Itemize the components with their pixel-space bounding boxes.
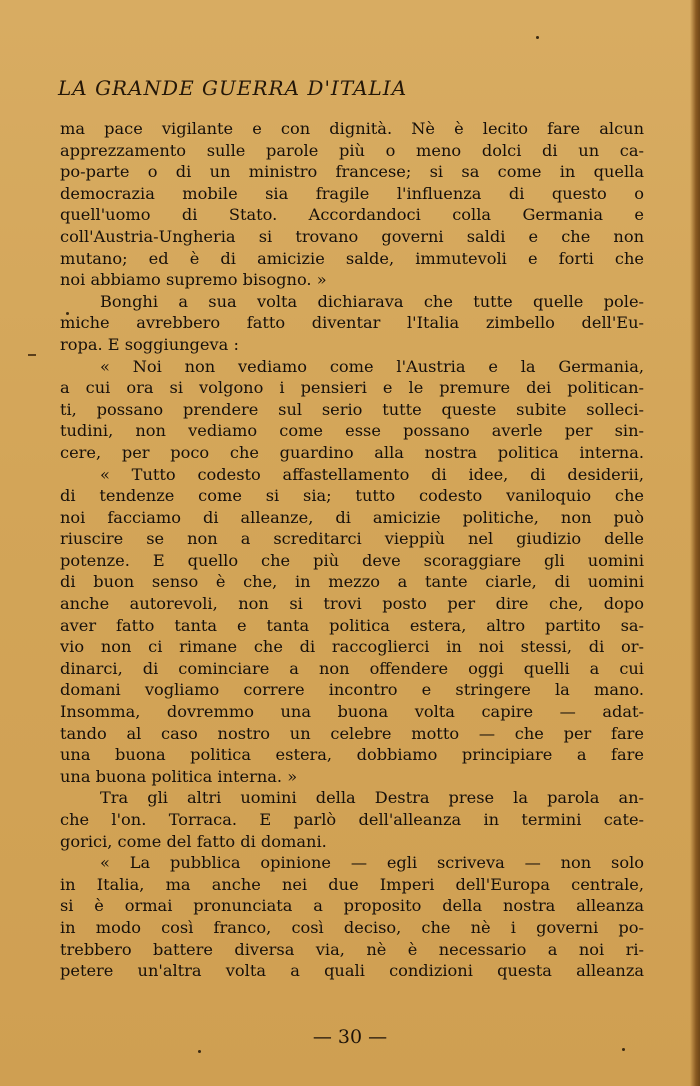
text-line: coll'Austria-Ungheria si trovano governi saldi e che non	[60, 226, 644, 246]
text-line: trebbero battere diversa via, nè è necessario a noi ri-	[60, 939, 644, 959]
text-line: petere un'altra volta a quali condizioni questa alleanza	[60, 961, 644, 981]
text-line: Insomma, dovremmo una buona volta capire — adat-	[60, 702, 644, 722]
text-line: po-parte o di un ministro francese; si sa come in quella	[60, 162, 644, 182]
text-line: gorici, come del fatto di domani.	[60, 831, 327, 851]
text-line: democrazia mobile sia fragile l'influenza di questo o	[60, 183, 644, 203]
text-line: potenze. E quello che più deve scoraggiare gli uomini	[60, 550, 644, 570]
text-line: cere, per poco che guardino alla nostra politica interna.	[60, 442, 644, 462]
text-line: una buona politica interna. »	[60, 766, 298, 786]
page-number: — 30 —	[312, 1026, 388, 1048]
text-line: noi abbiamo supremo bisogno. »	[60, 270, 327, 290]
text-line: una buona politica estera, dobbiamo principiare a fare	[60, 745, 644, 765]
running-head: LA GRANDE GUERRA D'ITALIA	[58, 76, 408, 100]
text-line: mutano; ed è di amicizie salde, immutevoli e forti che	[60, 248, 644, 268]
text-line: miche avrebbero fatto diventar l'Italia zimbello dell'Eu-	[60, 313, 644, 333]
text-line: ma pace vigilante e con dignità. Nè è lecito fare alcun	[60, 119, 644, 138]
text-line: tando al caso nostro un celebre motto — che per fare	[60, 723, 644, 743]
text-line: dinarci, di cominciare a non offendere oggi quelli a cui	[60, 658, 644, 678]
text-line: ropa. E soggiungeva :	[60, 334, 239, 354]
body-text	[60, 118, 644, 982]
text-line: Bonghi a sua volta dichiarava che tutte quelle pole-	[100, 291, 644, 311]
text-line: « Tutto codesto affastellamento di idee, di desiderii,	[100, 464, 644, 484]
text-line: in Italia, ma anche nei due Imperi dell'Europa centrale,	[60, 874, 644, 894]
text-line: di tendenze come si sia; tutto codesto vaniloquio che	[60, 486, 644, 506]
text-line: « La pubblica opinione — egli scriveva — non solo	[100, 853, 644, 873]
text-line: vio non ci rimane che di raccoglierci in noi stessi, di or-	[60, 637, 644, 657]
margin-mark	[28, 354, 36, 356]
text-line: noi facciamo di alleanze, di amicizie politiche, non può	[60, 507, 644, 527]
text-line: quell'uomo di Stato. Accordandoci colla Germania e	[60, 205, 644, 225]
text-line: apprezzamento sulle parole più o meno dolci di un ca-	[60, 140, 644, 160]
text-line: domani vogliamo correre incontro e stringere la mano.	[60, 680, 644, 700]
text-line: a cui ora si volgono i pensieri e le premure dei politican-	[60, 378, 644, 398]
speck	[622, 1048, 625, 1051]
text-line: tudini, non vediamo come esse possano averle per sin-	[60, 421, 644, 441]
text-line: che l'on. Torraca. E parlò dell'alleanza in termini cate-	[60, 810, 644, 829]
text-line: riuscire se non a screditarci vieppiù nel giudizio delle	[60, 529, 644, 549]
page-edge-shadow	[690, 0, 700, 1086]
speck	[536, 36, 539, 39]
text-line: « Noi non vediamo come l'Austria e la Germania,	[100, 356, 644, 376]
text-line: aver fatto tanta e tanta politica estera, altro partito sa-	[60, 615, 644, 635]
text-line: in modo così franco, così deciso, che nè i governi po-	[60, 917, 644, 937]
text-line: ti, possano prendere sul serio tutte queste subite solleci-	[60, 399, 644, 419]
speck	[198, 1050, 201, 1053]
text-line: anche autorevoli, non si trovi posto per dire che, dopo	[60, 594, 644, 614]
text-line: di buon senso è che, in mezzo a tante ciarle, di uomini	[60, 572, 644, 592]
text-line: Tra gli altri uomini della Destra prese la parola an-	[100, 788, 644, 808]
text-line: si è ormai pronunciata a proposito della nostra alleanza	[60, 896, 644, 916]
